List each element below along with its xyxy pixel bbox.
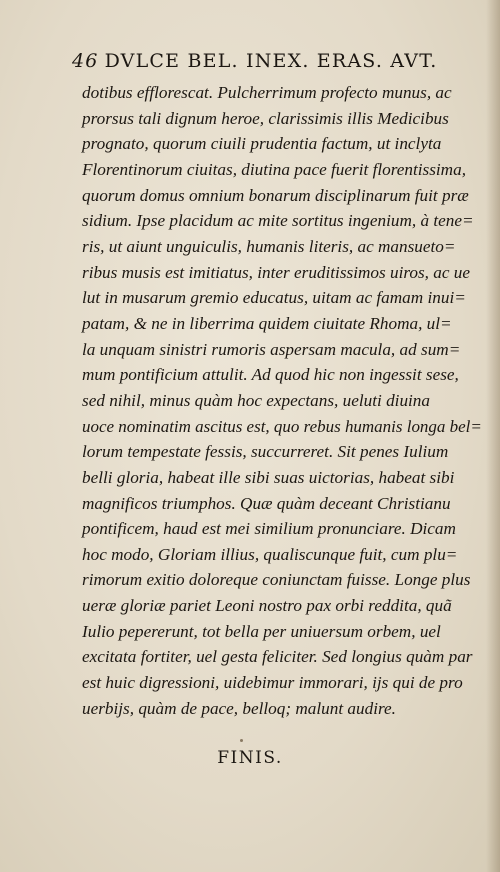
text-line: Iulio pepererunt, tot bella per uniuersum orbem, uel [82,621,441,641]
finis-colophon: FINIS. [217,748,283,768]
text-line: mum pontificium attulit. Ad quod hic non ingessit sese, [82,365,459,385]
text-line: uoce nominatim ascitus est, quo rebus humanis longa bel= [82,416,482,436]
text-line: ribus musis est imitiatus, inter eruditissimos uiros, ac ue [82,262,471,282]
running-title: DVLCE BEL. INEX. ERAS. AVT. [104,50,438,72]
text-line: uerbijs, quàm de pace, belloq; malunt audire. [82,698,396,718]
text-line: est huic digressioni, uidebimur immorari, ijs qui de pro [82,673,463,693]
page-number: 46 [72,50,99,72]
text-line: sed nihil, minus quàm hoc expectans, ueluti diuina [82,390,430,410]
text-line: belli gloria, habeat ille sibi suas uictorias, habeat sibi [82,467,455,487]
text-line: la unquam sinistri rumoris aspersam macula, ad sum= [82,339,461,359]
text-line: ueræ gloriæ pariet Leoni nostro pax orbi reddita, quã [82,596,452,616]
text-line: rimorum exitio doloreque coniunctam fuisse. Longe plus [82,570,471,590]
text-line: magnificos triumphos. Quæ quàm deceant Christianu [82,493,451,513]
text-line: lorum tempestate fessis, succurreret. Sit penes Iulium [82,442,449,462]
ink-speck [240,739,243,742]
text-line: hoc modo, Gloriam illius, qualiscunque fuit, cum plu= [82,544,458,564]
text-line: dotibus efflorescat. Pulcherrimum profecto munus, ac [82,83,452,102]
running-header [72,50,482,72]
text-line: pontificem, haud est mei similium pronunciare. Dicam [82,519,456,539]
page-gutter-shadow [486,0,500,872]
text-line: ris, ut aiunt unguiculis, humanis literis, ac mansueto= [82,236,456,256]
text-line: lut in musarum gremio educatus, uitam ac famam inui= [82,288,466,308]
text-line: Florentinorum ciuitas, diutina pace fuerit florentissima, [82,159,466,179]
text-line: patam, & ne in liberrima quidem ciuitate Rhoma, ul= [82,313,452,333]
text-line: prognato, quorum ciuili prudentia factum, ut inclyta [82,134,442,154]
text-line: quorum domus omnium bonarum disciplinarum fuit præ [82,185,469,205]
text-line: sidium. Ipse placidum ac mite sortitus ingenium, à tene= [82,211,474,231]
text-line: prorsus tali dignum heroe, clarissimis illis Medicibus [82,108,449,128]
body-text [82,80,482,721]
text-line: excitata fortiter, uel gesta feliciter. Sed longius quàm par [82,647,473,667]
